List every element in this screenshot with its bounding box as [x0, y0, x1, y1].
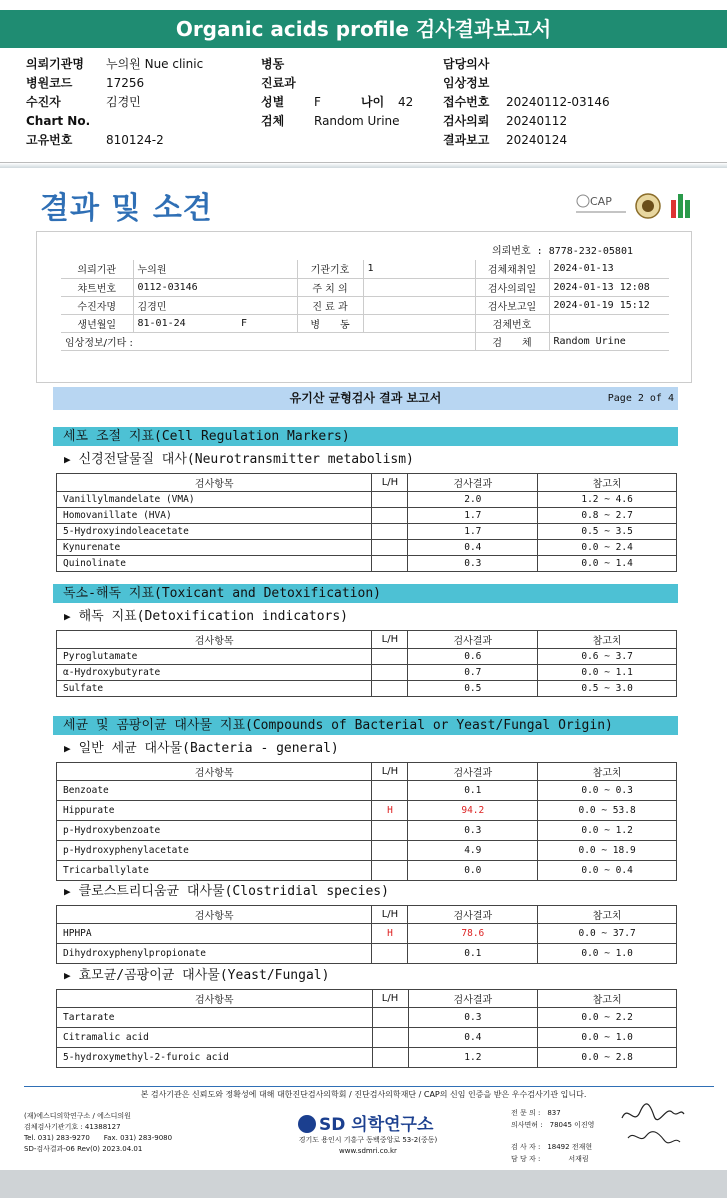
table-row: Homovanillate (HVA) 1.7 0.8 ~ 2.7	[57, 508, 677, 524]
header-label: 담당의사	[443, 57, 490, 71]
accreditation-logos	[574, 190, 696, 224]
header-value: 20240112-03146	[506, 95, 610, 109]
table-row: Pyroglutamate 0.6 0.6 ~ 3.7	[57, 649, 677, 665]
header-label: 임상정보	[443, 76, 490, 90]
patient-info-box	[36, 231, 692, 383]
page-bottom-strip	[0, 1170, 727, 1198]
section-cell-regulation: 세포 조절 지표(Cell Regulation Markers)	[53, 427, 678, 446]
lab-address: 경기도 용인시 기흥구 동백중앙로 53-2(중동) www.sdmri.co.kr	[298, 1136, 438, 1155]
result-title: 결과 및 소견	[40, 191, 213, 226]
page-number: Page 2 of 4	[607, 393, 674, 404]
table-row: Sulfate 0.5 0.5 ~ 3.0	[57, 681, 677, 697]
header-value: 810124-2	[106, 133, 164, 147]
header-label: 병동	[261, 57, 285, 71]
table-row: Vanillylmandelate (VMA) 2.0 1.2 ~ 4.6	[57, 492, 677, 508]
lab-contact: (재)에스디의학연구소 / 에스디의원 검체검사기관기호 : 41388127 Tel. 031) 283-9270 Fax. 031) 283-9080 SD-검사결과-06 Rev(0) 2023.04.01	[24, 1112, 173, 1153]
header-label: 성별	[261, 95, 285, 109]
subsection-bacteria-general: ▶ 일반 세균 대사물(Bacteria - general)	[64, 741, 339, 756]
seal-icon	[636, 194, 660, 218]
patient-row: 챠트번호 0112-03146 주 치 의 검사의뢰일 2024-01-13 12:08	[61, 278, 669, 296]
triangle-icon: ▶	[64, 969, 71, 982]
signatory-list: 전 문 의 : 837 의사면허 : 78045 이진영 검 사 자 : 18492 전재현 담 당 자 : 서재림	[511, 1109, 595, 1163]
header-col3	[443, 55, 610, 150]
header-label: Chart No.	[26, 114, 91, 128]
table-row: HPHPA H 78.6 0.0 ~ 37.7	[57, 924, 677, 944]
table-header-row: 검사항목 L/H 검사결과 참고치	[57, 631, 677, 649]
table-row: Tartarate 0.3 0.0 ~ 2.2	[57, 1008, 677, 1028]
header-value: F	[314, 95, 321, 109]
report-subtitle: 유기산 균형검사 결과 보고서	[289, 391, 442, 405]
age-value: 42	[398, 95, 414, 109]
table-row: Benzoate 0.1 0.0 ~ 0.3	[57, 781, 677, 801]
patient-row: 생년월일 81-01-24 F 병 동 검체번호	[61, 314, 669, 332]
header-value: 17256	[106, 76, 145, 90]
section-bacterial-fungal: 세균 및 곰팡이균 대사물 지표(Compounds of Bacterial or Yeast/Fungal Origin)	[53, 716, 678, 735]
table-row: Kynurenate 0.4 0.0 ~ 2.4	[57, 540, 677, 556]
subsection-yeast-fungal: ▶ 효모균/곰팡이균 대사물(Yeast/Fungal)	[64, 968, 330, 983]
table-row: 5-Hydroxyindoleacetate 1.7 0.5 ~ 3.5	[57, 524, 677, 540]
svg-text:CAP: CAP	[590, 195, 612, 208]
header-label: 접수번호	[443, 95, 490, 109]
cap-logo-icon	[576, 195, 626, 212]
results-table-bacteria	[56, 762, 677, 881]
header-col2	[261, 55, 413, 131]
patient-row: 임상정보/기타 : 검 체 Random Urine	[61, 332, 669, 350]
results-table-detoxification	[56, 630, 677, 697]
header-col1	[26, 55, 203, 150]
header-value: 20240112	[506, 114, 568, 128]
triangle-icon: ▶	[64, 610, 71, 623]
table-row: Quinolinate 0.3 0.0 ~ 1.4	[57, 556, 677, 572]
patient-table	[61, 260, 669, 351]
signature-icon	[618, 1100, 688, 1150]
header-value: 김경민	[106, 95, 141, 109]
table-header-row: 검사항목 L/H 검사결과 참고치	[57, 990, 677, 1008]
header-label: 검사의뢰	[443, 114, 490, 128]
accreditation-note: 본 검사기관은 신뢰도와 정확성에 대해 대한진단검사의학회 / 진단검사의학재단 / CAP의 신임 인증을 받은 우수검사기관 입니다.	[140, 1090, 587, 1099]
table-row: 5-hydroxymethyl-2-furoic acid 1.2 0.0 ~ 2.8	[57, 1048, 677, 1068]
header-label: 의뢰기관명	[26, 57, 84, 71]
results-table-clostridial	[56, 905, 677, 964]
table-header-row: 검사항목 L/H 검사결과 참고치	[57, 763, 677, 781]
table-row: Tricarballylate 0.0 0.0 ~ 0.4	[57, 861, 677, 881]
sd-lab-logo: SD 의학연구소	[298, 1110, 433, 1135]
table-header-row: 검사항목 L/H 검사결과 참고치	[57, 474, 677, 492]
subsection-neurotransmitter: ▶ 신경전달물질 대사(Neurotransmitter metabolism)	[64, 452, 414, 467]
results-table-yeast	[56, 989, 677, 1068]
header-label: 검체	[261, 114, 285, 128]
report-band	[53, 387, 678, 410]
results-table-neurotransmitter	[56, 473, 677, 572]
header-divider	[0, 162, 727, 168]
header-value: 누의원 Nue clinic	[106, 57, 204, 71]
subsection-detoxification: ▶ 해독 지표(Detoxification indicators)	[64, 609, 349, 624]
header-label: 결과보고	[443, 133, 490, 147]
header-label: 고유번호	[26, 133, 73, 147]
age-label: 나이	[361, 95, 385, 109]
table-header-row: 검사항목 L/H 검사결과 참고치	[57, 906, 677, 924]
report-title: Organic acids profile 검사결과보고서	[0, 10, 727, 48]
triangle-icon: ▶	[64, 885, 71, 898]
header-label: 진료과	[261, 76, 296, 90]
header-value: Random Urine	[314, 114, 400, 128]
patient-row: 수진자명 김경민 진 료 과 검사보고일 2024-01-19 15:12	[61, 296, 669, 314]
table-row: p-Hydroxyphenylacetate 4.9 0.0 ~ 18.9	[57, 841, 677, 861]
header-label: 병원코드	[26, 76, 73, 90]
lab-mark-icon	[671, 194, 690, 218]
table-row: Hippurate H 94.2 0.0 ~ 53.8	[57, 801, 677, 821]
triangle-icon: ▶	[64, 742, 71, 755]
section-toxicant: 독소-해독 지표(Toxicant and Detoxification)	[53, 584, 678, 603]
table-row: Citramalic acid 0.4 0.0 ~ 1.0	[57, 1028, 677, 1048]
table-row: α-Hydroxybutyrate 0.7 0.0 ~ 1.1	[57, 665, 677, 681]
patient-row: 의뢰기관 누의원 기관기호 1 검체채취일 2024-01-13	[61, 260, 669, 278]
table-row: p-Hydroxybenzoate 0.3 0.0 ~ 1.2	[57, 821, 677, 841]
sd-logo-icon	[298, 1115, 316, 1133]
header-value: 20240124	[506, 133, 568, 147]
table-row: Dihydroxyphenylpropionate 0.1 0.0 ~ 1.0	[57, 944, 677, 964]
subsection-clostridial: ▶ 클로스트리디움균 대사물(Clostridial species)	[64, 884, 389, 899]
request-number: 의뢰번호 : 8778-232-05801	[491, 246, 633, 257]
header-label: 수진자	[26, 95, 61, 109]
footer-divider	[24, 1086, 714, 1087]
triangle-icon: ▶	[64, 453, 71, 466]
